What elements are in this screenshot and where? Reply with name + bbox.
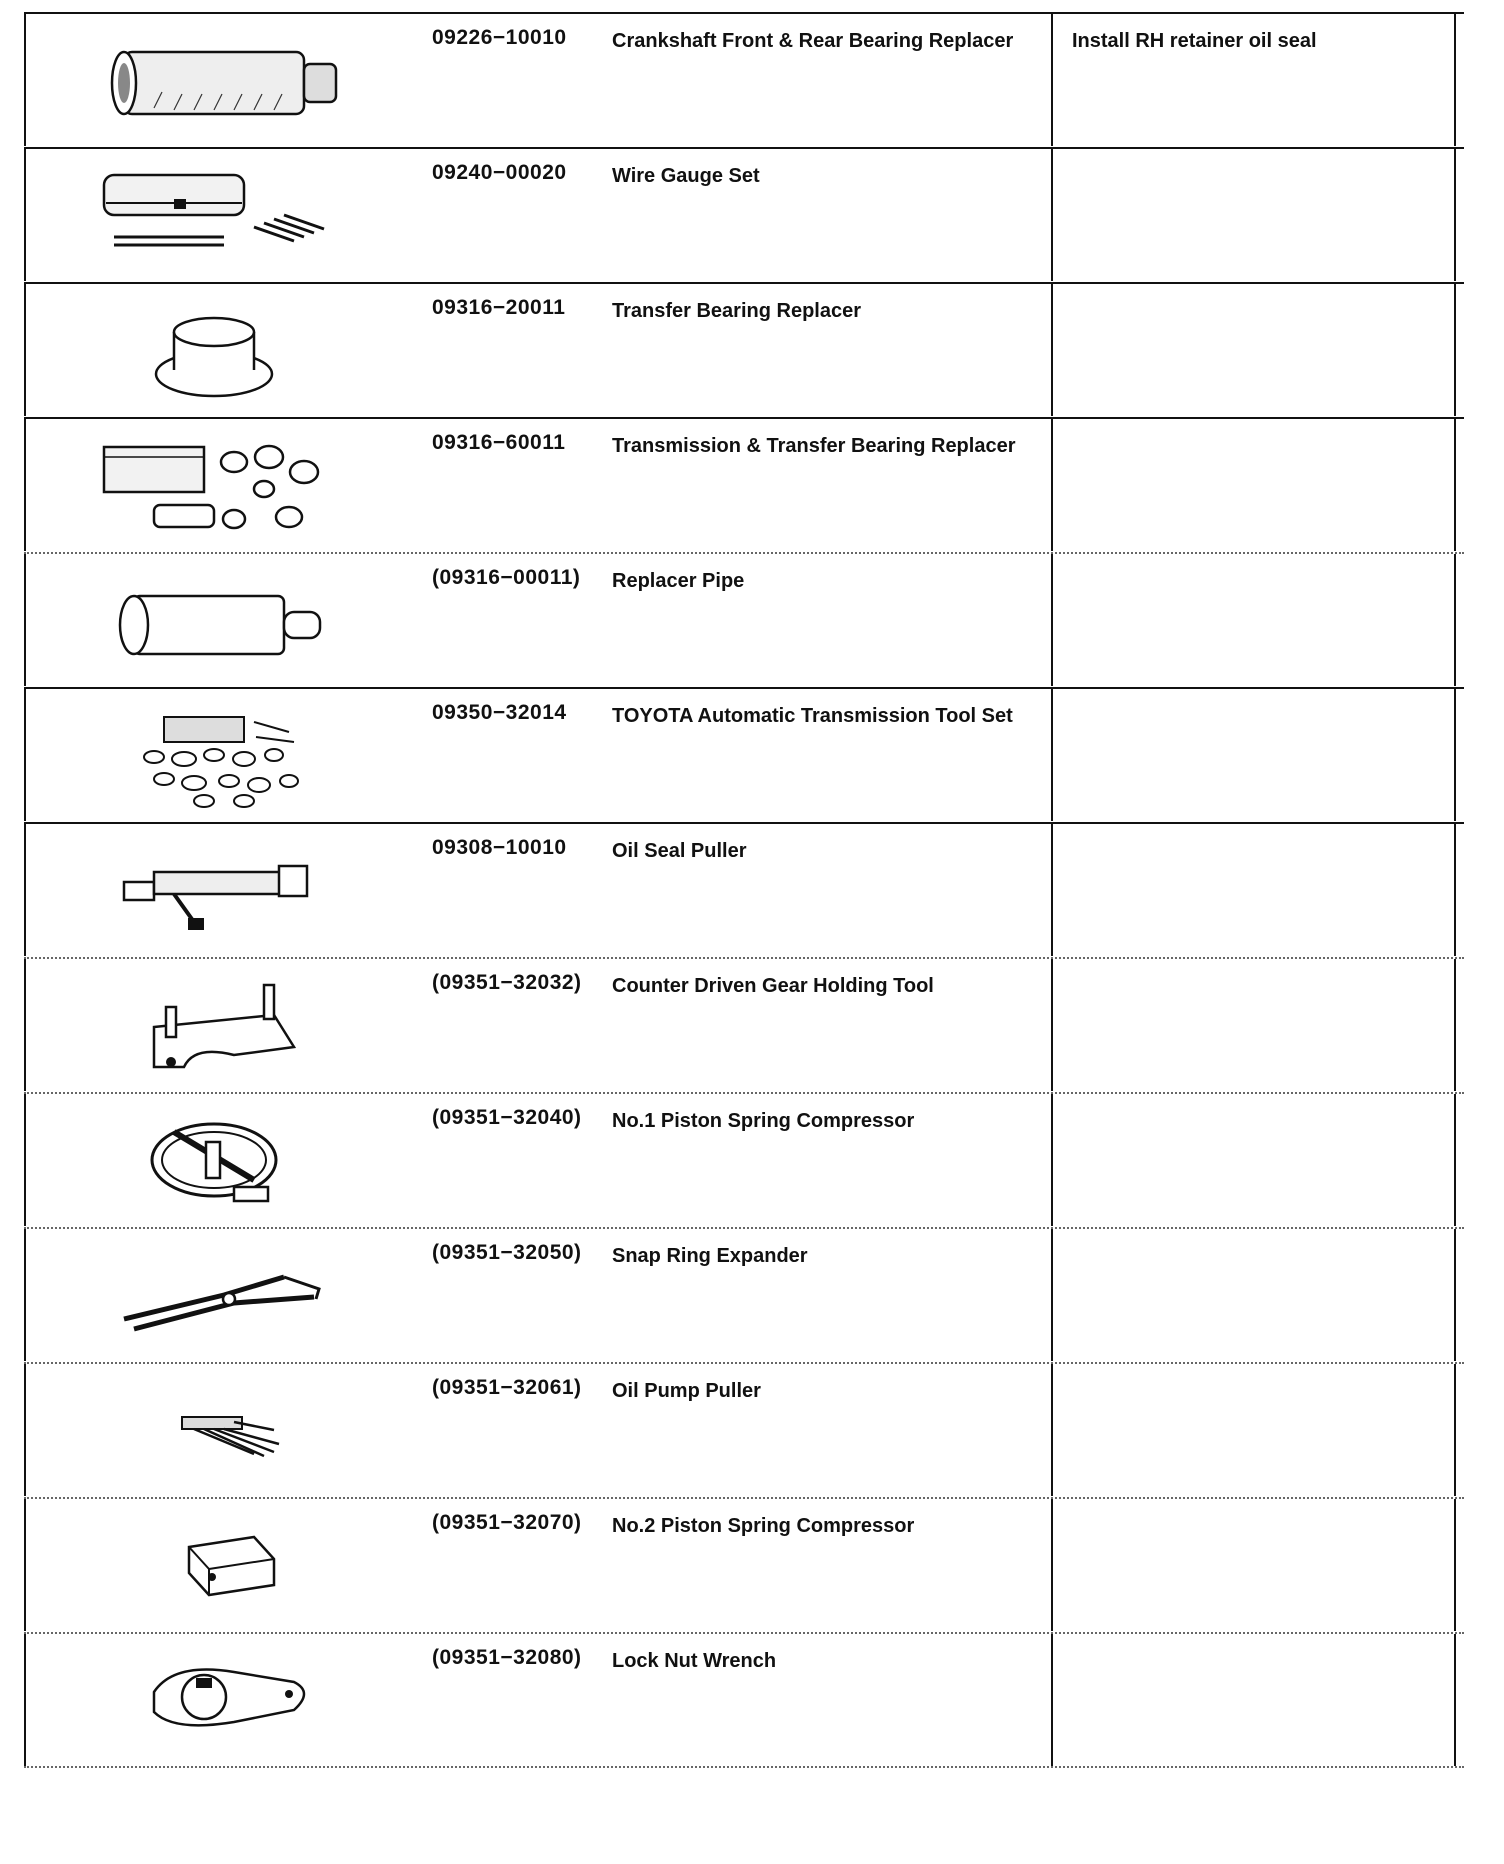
tool-name: Crankshaft Front & Rear Bearing Replacer xyxy=(612,30,1014,52)
tool-name: No.2 Piston Spring Compressor xyxy=(612,1515,915,1537)
part-number: 09350−32014 xyxy=(432,701,567,724)
spring-compressor-block-icon xyxy=(84,1507,384,1625)
spring-compressor-ring-icon xyxy=(84,1102,384,1220)
tool-name: Lock Nut Wrench xyxy=(612,1650,777,1672)
part-number: (09351−32080) xyxy=(432,1646,582,1669)
lock-nut-wrench-icon xyxy=(84,1642,384,1760)
table-row xyxy=(24,12,1464,146)
part-number: (09351−32061) xyxy=(432,1376,582,1399)
tool-name: Counter Driven Gear Holding Tool xyxy=(612,975,934,997)
part-number: (09351−32070) xyxy=(432,1511,582,1534)
tool-name: Replacer Pipe xyxy=(612,570,745,592)
part-number: (09316−00011) xyxy=(432,566,581,589)
tool-name: Transfer Bearing Replacer xyxy=(612,300,861,322)
table-row xyxy=(24,417,1464,551)
table-row xyxy=(24,822,1464,956)
oil-pump-puller-icon xyxy=(84,1372,384,1490)
wire-gauge-set-icon xyxy=(84,157,384,275)
special-service-tools-table xyxy=(24,12,1464,1767)
table-row xyxy=(24,147,1464,281)
tool-name: Snap Ring Expander xyxy=(612,1245,808,1267)
part-number: (09351−32032) xyxy=(432,971,582,994)
tool-set-icon xyxy=(84,697,384,815)
bearing-replacer-icon xyxy=(84,292,384,410)
part-number: 09316−60011 xyxy=(432,431,566,454)
tool-usage: Install RH retainer oil seal xyxy=(1072,30,1317,52)
table-row xyxy=(24,552,1464,686)
part-number: 09316−20011 xyxy=(432,296,566,319)
tool-name: Transmission & Transfer Bearing Replacer xyxy=(612,435,1016,457)
part-number: 09308−10010 xyxy=(432,836,567,859)
part-number: 09226−10010 xyxy=(432,26,567,49)
table-row xyxy=(24,1092,1464,1226)
table-row xyxy=(24,1227,1464,1361)
part-number: (09351−32050) xyxy=(432,1241,582,1264)
table-row xyxy=(24,957,1464,1091)
tool-name: No.1 Piston Spring Compressor xyxy=(612,1110,915,1132)
part-number: 09240−00020 xyxy=(432,161,567,184)
snap-ring-expander-icon xyxy=(84,1237,384,1355)
table-row xyxy=(24,282,1464,416)
oil-seal-puller-icon xyxy=(84,832,384,950)
tool-name: Oil Seal Puller xyxy=(612,840,747,862)
cylinder-replacer-icon xyxy=(84,22,384,140)
tool-name: Oil Pump Puller xyxy=(612,1380,761,1402)
table-row xyxy=(24,687,1464,821)
table-row xyxy=(24,1497,1464,1631)
tool-name: TOYOTA Automatic Transmission Tool Set xyxy=(612,705,1013,727)
gear-holding-tool-icon xyxy=(84,967,384,1085)
table-row xyxy=(24,1632,1464,1766)
replacer-kit-icon xyxy=(84,427,384,545)
table-row xyxy=(24,1362,1464,1496)
bottom-divider xyxy=(24,1766,1464,1768)
replacer-pipe-icon xyxy=(84,562,384,680)
tool-name: Wire Gauge Set xyxy=(612,165,760,187)
part-number: (09351−32040) xyxy=(432,1106,582,1129)
